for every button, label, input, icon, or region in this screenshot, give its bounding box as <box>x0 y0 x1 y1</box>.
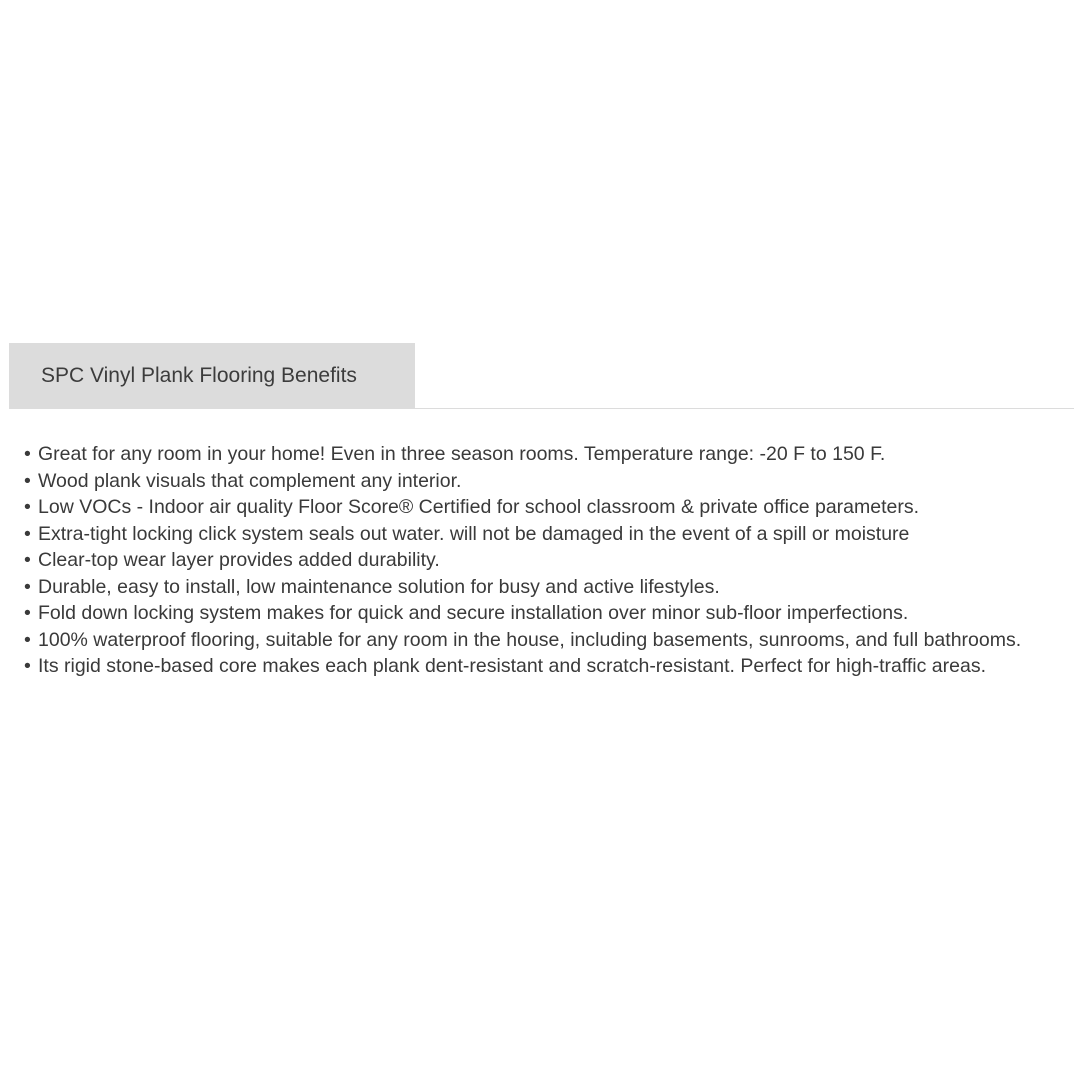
bullet-icon: • <box>24 575 31 598</box>
benefit-text: Its rigid stone-based core makes each plank dent-resistant and scratch-resistant. Perfect for high-traffic areas. <box>38 655 987 677</box>
benefit-item <box>24 521 1078 548</box>
benefit-text: Durable, easy to install, low maintenance solution for busy and active lifestyles. <box>38 575 720 598</box>
benefit-text: Great for any room in your home! Even in three season rooms. Temperature range: -20 F to 150 F. <box>38 443 886 465</box>
benefit-text: Wood plank visuals that complement any interior. <box>38 469 462 492</box>
bullet-icon: • <box>24 628 31 651</box>
bullet-icon: • <box>24 469 31 492</box>
benefit-item <box>24 653 1078 680</box>
benefit-item <box>24 600 1078 627</box>
benefits-list <box>24 441 1078 680</box>
benefit-item <box>24 627 1078 654</box>
bullet-icon: • <box>24 522 31 545</box>
bullet-icon: • <box>24 496 31 518</box>
tab-spc-benefits[interactable]: SPC Vinyl Plank Flooring Benefits <box>9 343 415 409</box>
bullet-icon: • <box>24 549 31 571</box>
benefit-text: Fold down locking system makes for quick and secure installation over minor sub-floor imperfections. <box>38 602 909 624</box>
benefit-text: Extra-tight locking click system seals out water. will not be damaged in the event of a spill or moisture <box>38 522 910 545</box>
tab-bar <box>9 343 1074 409</box>
benefit-item <box>24 574 1078 601</box>
benefit-item <box>24 441 1078 468</box>
bullet-icon: • <box>24 602 31 624</box>
benefit-item <box>24 494 1078 521</box>
benefit-text: Clear-top wear layer provides added durability. <box>38 549 440 571</box>
bullet-icon: • <box>24 655 31 677</box>
benefit-item <box>24 547 1078 574</box>
bullet-icon: • <box>24 443 31 465</box>
benefit-text: Low VOCs - Indoor air quality Floor Score® Certified for school classroom & private office parameters. <box>38 496 920 518</box>
benefit-text: 100% waterproof flooring, suitable for any room in the house, including basements, sunrooms, and full bathrooms. <box>38 628 1022 651</box>
benefit-item <box>24 468 1078 495</box>
